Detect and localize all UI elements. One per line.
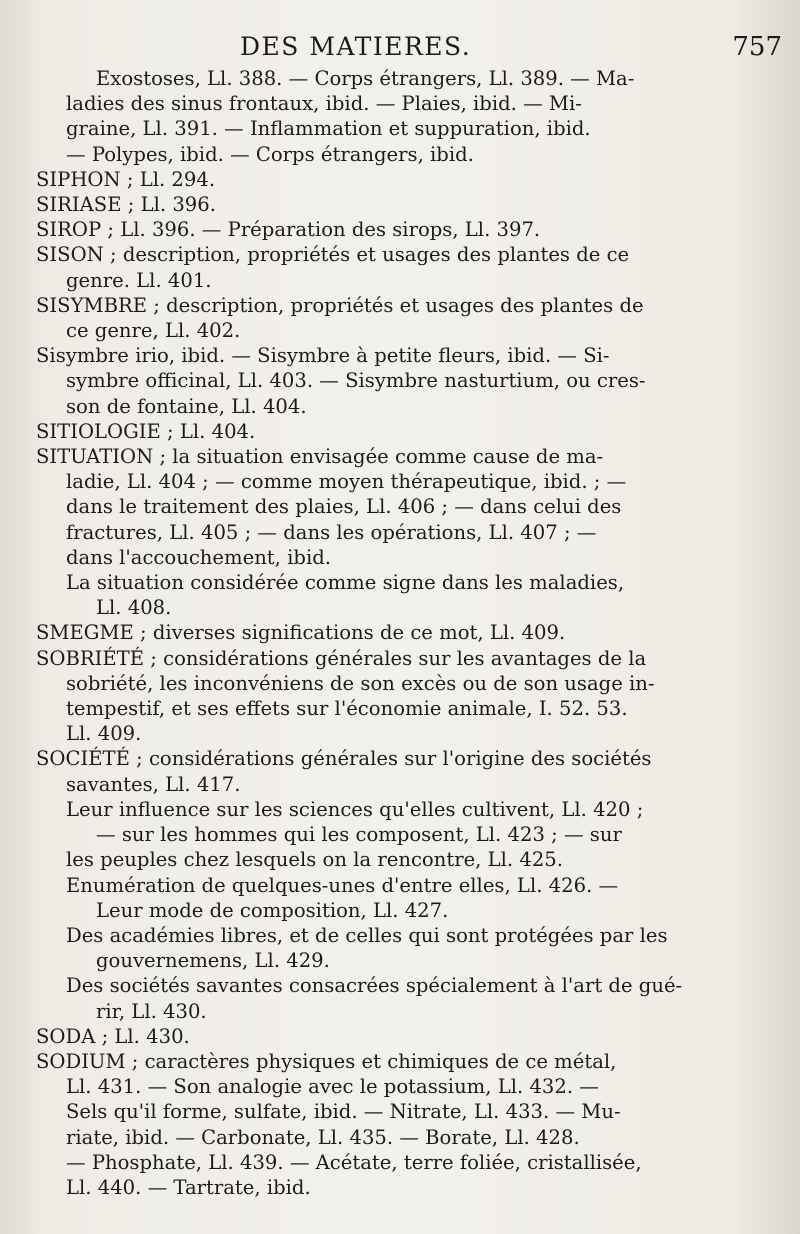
text-line: gouvernemens, Ll. 429. bbox=[96, 949, 330, 973]
index-entry-smegme bbox=[36, 620, 682, 645]
text-line: Sisymbre irio, ibid. — Sisymbre à petite fleurs, ibid. — Si- bbox=[36, 344, 610, 368]
text-line: Ll. 408. bbox=[96, 596, 172, 620]
index-entry-sobriete bbox=[36, 646, 682, 747]
text-line: ladies des sinus frontaux, ibid. — Plaies, ibid. — Mi- bbox=[66, 92, 582, 116]
index-entry-situation bbox=[36, 444, 682, 620]
text-line: — sur les hommes qui les composent, Ll. 423 ; — sur bbox=[96, 823, 622, 847]
page-number: 757 bbox=[732, 32, 782, 62]
index-entry-siriase bbox=[36, 192, 682, 217]
text-line: SISYMBRE ; description, propriétés et usages des plantes de bbox=[36, 293, 644, 317]
text-line: Ll. 431. — Son analogie avec le potassium, Ll. 432. — bbox=[66, 1075, 599, 1099]
text-line: SIROP ; Ll. 396. — Préparation des sirops, Ll. 397. bbox=[36, 218, 541, 242]
text-line: symbre officinal, Ll. 403. — Sisymbre nasturtium, ou cres- bbox=[66, 369, 646, 393]
text-line: riate, ibid. — Carbonate, Ll. 435. — Borate, Ll. 428. bbox=[66, 1125, 580, 1149]
text-line: son de fontaine, Ll. 404. bbox=[66, 394, 307, 418]
text-line: ce genre, Ll. 402. bbox=[66, 319, 241, 343]
text-line: SOBRIÉTÉ ; considérations générales sur les avantages de la bbox=[36, 646, 647, 670]
index-entry-continuation bbox=[36, 66, 682, 167]
text-line: SITIOLOGIE ; Ll. 404. bbox=[36, 419, 256, 443]
text-line: Leur mode de composition, Ll. 427. bbox=[96, 898, 449, 922]
index-entry-soda bbox=[36, 1024, 682, 1049]
index-entry-sison bbox=[36, 242, 682, 292]
text-line: SOCIÉTÉ ; considérations générales sur l'origine des sociétés bbox=[36, 747, 652, 771]
running-head: DES MATIERES. bbox=[240, 32, 472, 61]
index-entry-sitiologie bbox=[36, 419, 682, 444]
text-line: genre. Ll. 401. bbox=[66, 268, 212, 292]
text-line: SIRIASE ; Ll. 396. bbox=[36, 193, 216, 217]
text-line: Ll. 409. bbox=[66, 722, 142, 746]
text-line: les peuples chez lesquels on la rencontre, Ll. 425. bbox=[66, 848, 564, 872]
text-line: rir, Ll. 430. bbox=[96, 999, 207, 1023]
text-line: SODIUM ; caractères physiques et chimiques de ce métal, bbox=[36, 1049, 617, 1073]
text-line: SODA ; Ll. 430. bbox=[36, 1024, 190, 1048]
text-line: Des académies libres, et de celles qui sont protégées par les bbox=[66, 923, 668, 947]
text-line: — Polypes, ibid. — Corps étrangers, ibid. bbox=[66, 142, 474, 166]
text-line: Exostoses, Ll. 388. — Corps étrangers, Ll. 389. — Ma- bbox=[96, 67, 635, 90]
text-line: SISON ; description, propriétés et usages des plantes de ce bbox=[36, 243, 630, 267]
index-entry-societe bbox=[36, 746, 682, 1023]
text-line: Enumération de quelques-unes d'entre elles, Ll. 426. — bbox=[66, 873, 619, 897]
text-line: SMEGME ; diverses significations de ce mot, Ll. 409. bbox=[36, 621, 566, 645]
text-line: Ll. 440. — Tartrate, ibid. bbox=[66, 1175, 311, 1199]
text-line: tempestif, et ses effets sur l'économie animale, I. 52. 53. bbox=[66, 697, 628, 721]
text-line: sobriété, les inconvéniens de son excès ou de son usage in- bbox=[66, 671, 655, 695]
text-line: SITUATION ; la situation envisagée comme cause de ma- bbox=[36, 445, 604, 469]
index-entry-sisymbre bbox=[36, 293, 682, 419]
index-content bbox=[36, 66, 682, 1200]
text-line: dans l'accouchement, ibid. bbox=[66, 545, 331, 569]
text-line: SIPHON ; Ll. 294. bbox=[36, 167, 216, 191]
text-line: dans le traitement des plaies, Ll. 406 ; — dans celui des bbox=[66, 495, 622, 519]
text-line: Sels qu'il forme, sulfate, ibid. — Nitrate, Ll. 433. — Mu- bbox=[66, 1100, 621, 1124]
index-entry-sodium bbox=[36, 1049, 682, 1200]
text-line: Leur influence sur les sciences qu'elles cultivent, Ll. 420 ; bbox=[66, 797, 644, 821]
text-line: ladie, Ll. 404 ; — comme moyen thérapeutique, ibid. ; — bbox=[66, 470, 627, 494]
text-line: Des sociétés savantes consacrées spécialement à l'art de gué- bbox=[66, 974, 682, 998]
index-entry-sirop bbox=[36, 217, 682, 242]
text-line: fractures, Ll. 405 ; — dans les opérations, Ll. 407 ; — bbox=[66, 520, 597, 544]
text-line: graine, Ll. 391. — Inflammation et suppuration, ibid. bbox=[66, 117, 591, 141]
index-entry-siphon bbox=[36, 167, 682, 192]
text-line: — Phosphate, Ll. 439. — Acétate, terre foliée, cristallisée, bbox=[66, 1150, 642, 1174]
text-line: savantes, Ll. 417. bbox=[66, 772, 241, 796]
text-line: La situation considérée comme signe dans les maladies, bbox=[66, 571, 625, 595]
